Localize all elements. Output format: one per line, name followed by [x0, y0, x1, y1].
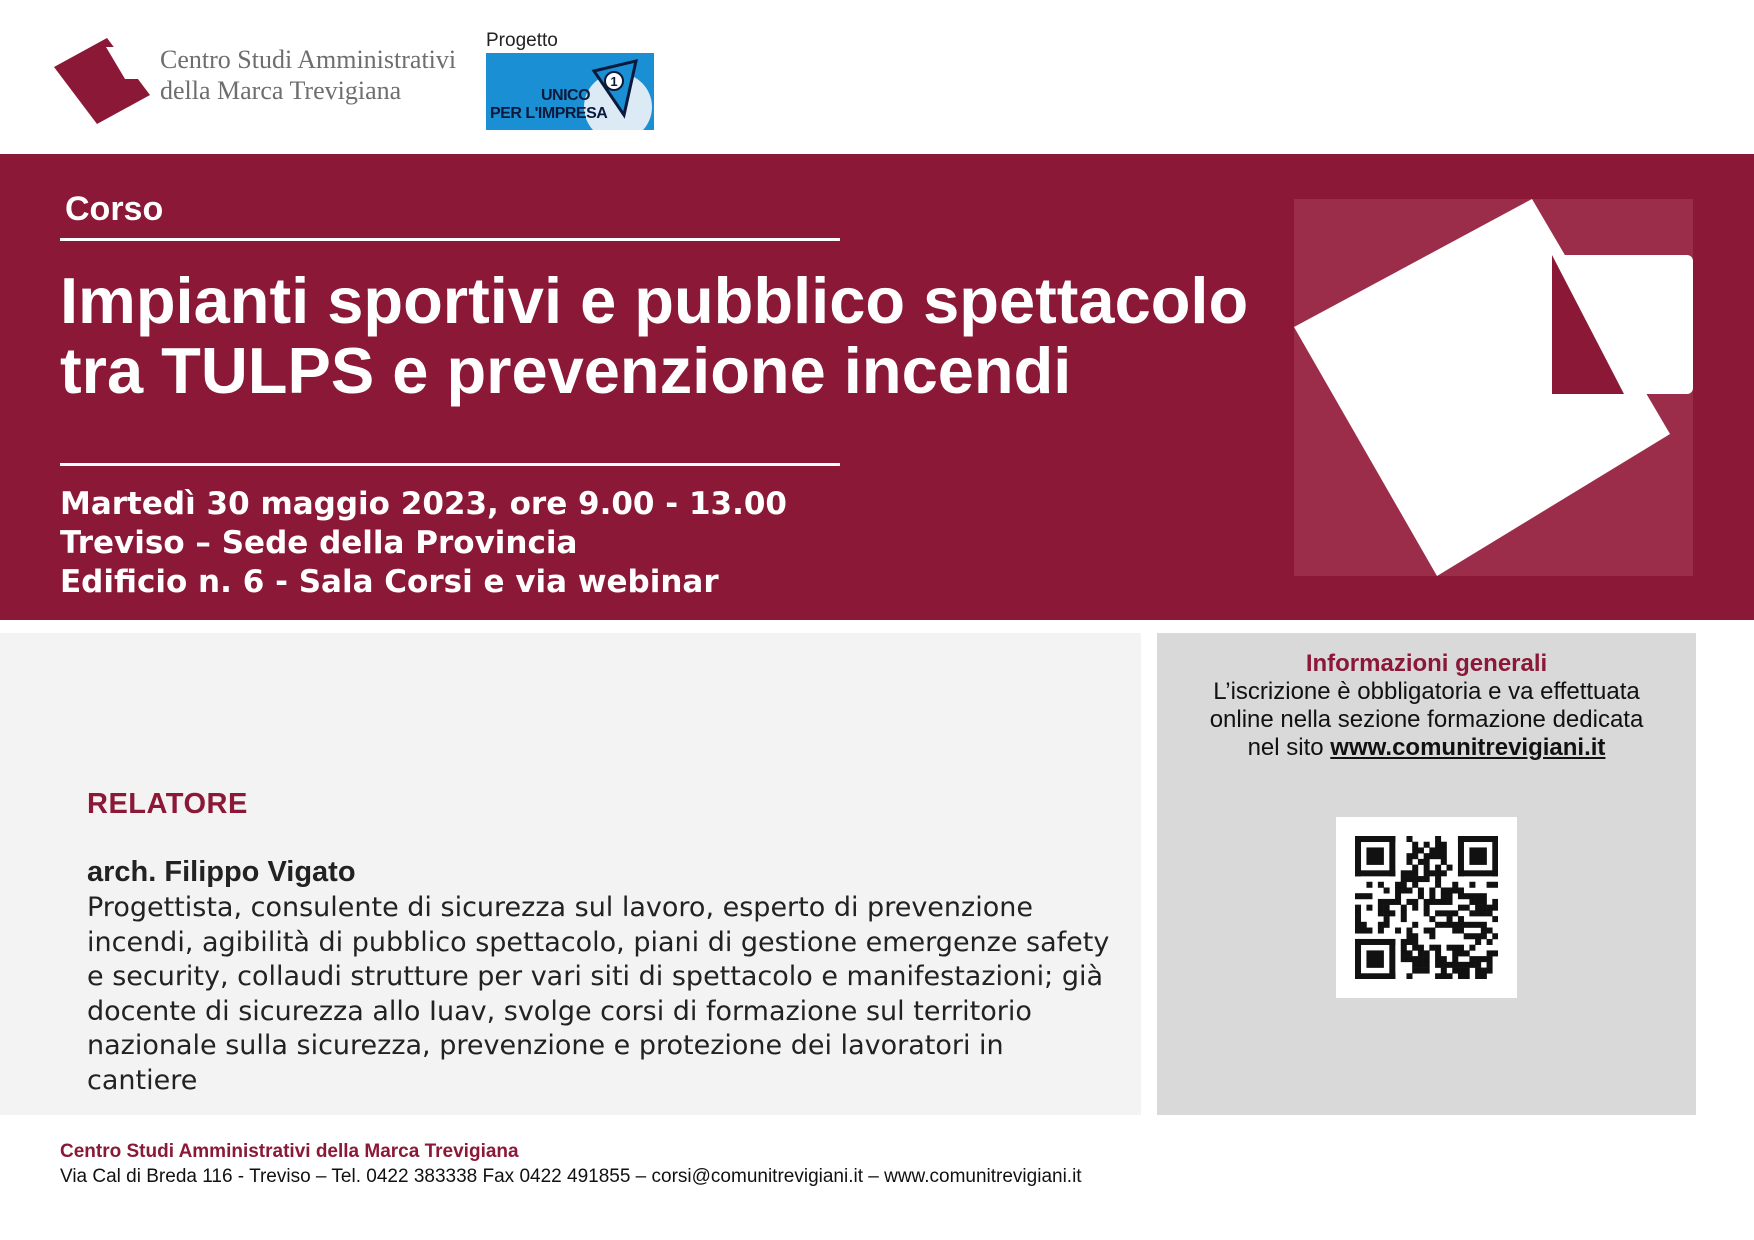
- info-line3: [1157, 734, 1696, 762]
- divider-bottom: [60, 463, 840, 466]
- info-body: [1157, 678, 1696, 762]
- course-kicker: Corso: [65, 190, 164, 228]
- org-name-line2: della Marca Trevigiana: [160, 76, 402, 105]
- speaker-bio: [87, 891, 1127, 1098]
- speaker-bio-line: Progettista, consulente di sicurezza sul lavoro, esperto di prevenzione: [87, 892, 1033, 923]
- project-logo-line1: UNICO: [541, 87, 591, 104]
- course-place: Treviso – Sede della Provincia: [60, 525, 578, 561]
- info-line3-prefix: nel sito: [1247, 734, 1324, 761]
- qr-code[interactable]: [1336, 817, 1517, 998]
- course-room: Edificio n. 6 - Sala Corsi e via webinar: [60, 564, 719, 600]
- registration-link[interactable]: www.comunitrevigiani.it: [1330, 734, 1606, 761]
- project-logo: [486, 53, 654, 130]
- org-name: [160, 44, 456, 106]
- brand-emblem-mark: [1294, 199, 1693, 576]
- project-label: Progetto: [486, 30, 558, 51]
- org-logo: [52, 36, 152, 126]
- info-line2: online nella sezione formazione dedicata: [1209, 706, 1644, 733]
- org-name-line1: Centro Studi Amministrativi: [160, 45, 457, 74]
- speaker-bio-line: nazionale sulla sicurezza, prevenzione e protezione dei lavoratori in: [87, 1030, 1004, 1061]
- speaker-bio-line: cantiere: [87, 1064, 198, 1096]
- course-title-line1: Impianti sportivi e pubblico spettacolo: [60, 264, 1249, 337]
- speaker-heading: RELATORE: [87, 788, 248, 820]
- speaker-name: arch. Filippo Vigato: [87, 856, 356, 888]
- course-title: [60, 266, 1300, 406]
- speaker-bio-line: incendi, agibilità di pubblico spettacolo, piani di gestione emergenze safety: [87, 926, 1110, 958]
- brand-emblem: [1294, 199, 1693, 576]
- org-logo-mark: [52, 36, 152, 126]
- divider-top: [60, 238, 840, 241]
- project-logo-text: [490, 87, 607, 123]
- course-details: [60, 485, 787, 602]
- course-title-line2: tra TULPS e prevenzione incendi: [60, 334, 1072, 407]
- project-logo-line2: PER L'IMPRESA: [490, 105, 608, 122]
- info-heading: Informazioni generali: [1305, 650, 1548, 677]
- svg-text:1: 1: [610, 74, 618, 89]
- speaker-bio-line: e security, collaudi strutture per vari siti di spettacolo e manifestazioni; già: [87, 961, 1104, 992]
- speaker-bio-line: docente di sicurezza allo Iuav, svolge corsi di formazione sul territorio: [87, 995, 1032, 1027]
- footer-contacts: Via Cal di Breda 116 - Treviso – Tel. 0422 383338 Fax 0422 491855 – corsi@comunitrevigiani.it – www.comunitrevigiani.it: [60, 1166, 1082, 1187]
- course-date-time: Martedì 30 maggio 2023, ore 9.00 - 13.00: [60, 486, 788, 522]
- qr-code-icon: [1355, 836, 1498, 979]
- footer-org: Centro Studi Amministrativi della Marca Trevigiana: [60, 1141, 519, 1162]
- info-line1: L’iscrizione è obbligatoria e va effettuata: [1213, 678, 1640, 705]
